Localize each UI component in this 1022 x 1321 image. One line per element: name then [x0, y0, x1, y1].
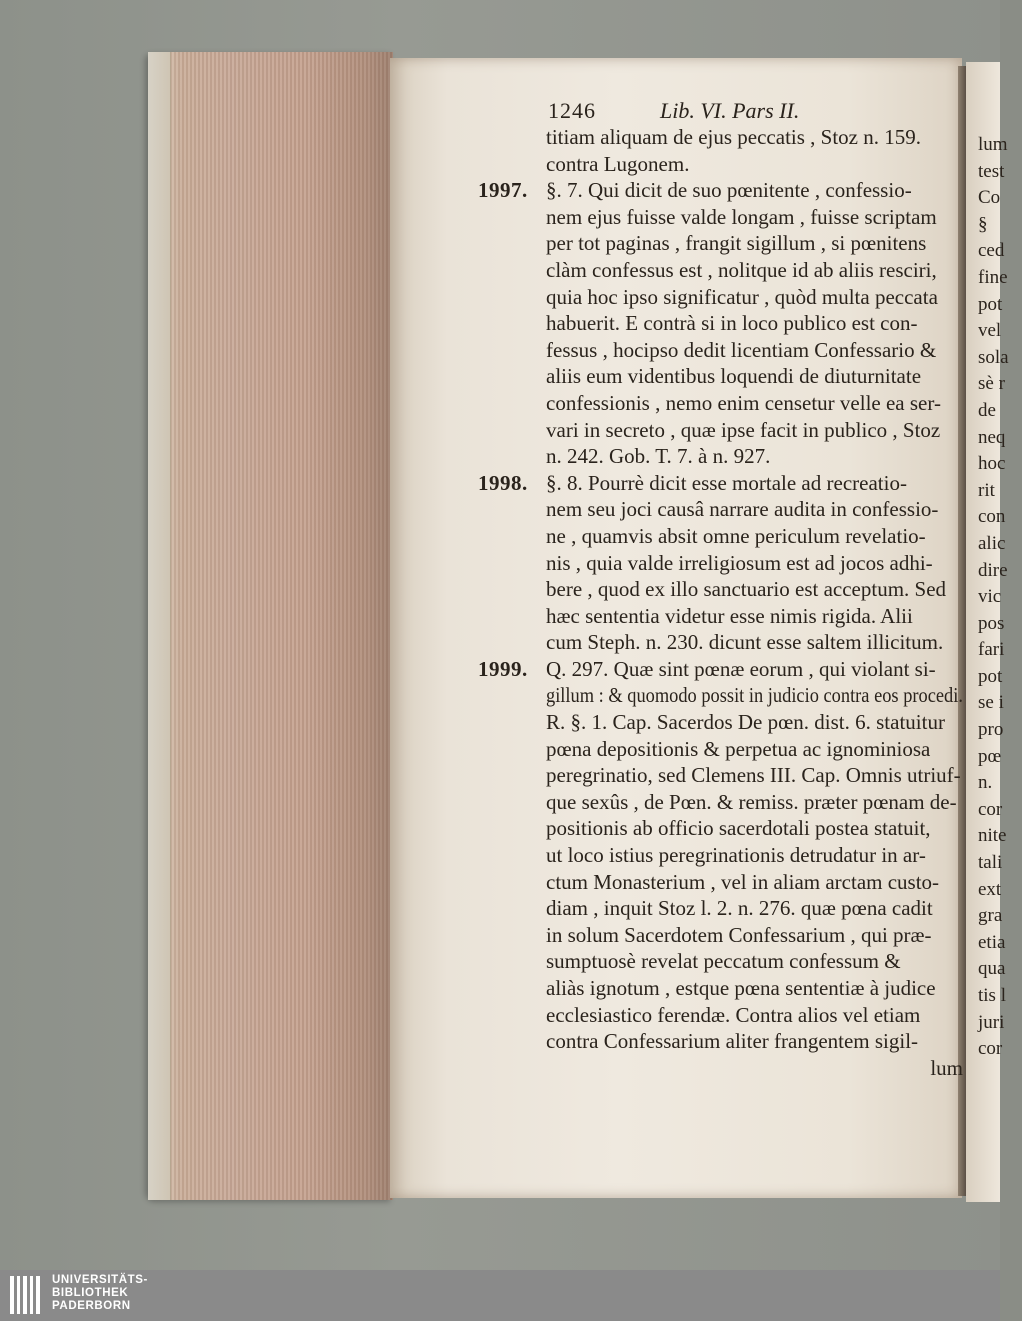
line-text: ctum Monasterium , vel in aliam arctam custo- [546, 869, 940, 894]
text-line [478, 842, 963, 869]
line-text: §. 8. Pourrè dicit esse mortale ad recreatio- [546, 470, 907, 495]
text-line [478, 895, 963, 922]
facing-page-fragment-text: § [978, 213, 988, 235]
facing-page-fragment-text: pro [978, 719, 1004, 741]
page-header [548, 98, 963, 124]
line-text: fessus , hocipso dedit licentiam Confessario & [546, 337, 937, 362]
line-text: aliis eum videntibus loquendi de diuturnitate [546, 364, 922, 389]
facing-page-fragment-text: neq [978, 426, 1006, 448]
facing-page-fragment-text: alic [978, 532, 1006, 554]
facing-page-fragment-text: qua [978, 958, 1006, 980]
facing-page-fragment-text: de [978, 399, 996, 421]
text-lines [478, 124, 963, 1055]
text-line [478, 789, 963, 816]
text-line [478, 922, 963, 949]
line-text: contra Lugonem. [546, 151, 690, 176]
page-number: 1246 [548, 98, 596, 123]
library-name-line: BIBLIOTHEK [52, 1287, 129, 1299]
running-title: Lib. VI. Pars II. [660, 98, 800, 123]
line-text: sumptuosè revelat peccatum confessum & [546, 949, 901, 974]
text-line [478, 762, 963, 789]
facing-page-fragment-text: cor [978, 798, 1003, 820]
facing-page-fragment-text: n. [978, 772, 993, 794]
facing-page-fragment-text: se i [978, 692, 1004, 714]
text-line [478, 1002, 963, 1029]
text-line [478, 470, 963, 497]
text-line [478, 230, 963, 257]
facing-page-fragment-text: ext [978, 878, 1002, 900]
text-line [478, 390, 963, 417]
line-text: per tot paginas , frangit sigillum , si pœnitens [546, 231, 927, 256]
text-line [478, 576, 963, 603]
book-fore-edge [148, 52, 393, 1200]
text-line [478, 151, 963, 178]
facing-page-lines [966, 132, 1009, 1063]
facing-page-fragment-text: juri [978, 1011, 1005, 1033]
facing-page-fragment-text: pos [978, 612, 1005, 634]
line-text: in solum Sacerdotem Confessarium , qui præ- [546, 922, 932, 947]
text-line [478, 443, 963, 470]
text-line [478, 682, 963, 709]
line-text: nem seu joci causâ narrare audita in confessio- [546, 497, 939, 522]
line-text: n. 242. Gob. T. 7. à n. 927. [546, 444, 771, 469]
library-logo-icon [10, 1276, 40, 1314]
facing-page-fragment-text: test [978, 160, 1005, 182]
line-text: diam , inquit Stoz l. 2. n. 276. quæ pœna cadit [546, 896, 933, 921]
line-text: cum Steph. n. 230. dicunt esse saltem illicitum. [546, 630, 944, 655]
text-line [478, 257, 963, 284]
line-text: habuerit. E contrà si in loco publico est con- [546, 311, 918, 336]
facing-page-fragment-text: fari [978, 639, 1005, 661]
facing-page-fragment-text: fine [978, 266, 1008, 288]
line-text: ne , quamvis absit omne periculum revelatio- [546, 523, 926, 548]
paragraph-number: 1999. [478, 656, 528, 681]
facing-page-fragment-text: ced [978, 240, 1005, 262]
line-text: vari in secreto , quæ ipse facit in publico , Stoz [546, 417, 941, 442]
text-line [478, 417, 963, 444]
facing-page-fragment-text: sola [978, 346, 1009, 368]
text-line [478, 815, 963, 842]
text-line [478, 337, 963, 364]
line-text: nis , quia valde irreligiosum est ad jocos adhi- [546, 550, 933, 575]
text-line [478, 124, 963, 151]
line-text: hæc sententia videtur esse nimis rigida. Alii [546, 603, 913, 628]
library-name-line: UNIVERSITÄTS- [52, 1274, 148, 1286]
page-text [478, 98, 963, 1081]
facing-page-fragment-text: nite [978, 825, 1007, 847]
text-line [478, 1028, 963, 1055]
line-text: titiam aliquam de ejus peccatis , Stoz n. 159. [546, 125, 921, 149]
line-text: §. 7. Qui dicit de suo pœnitente , confessio- [546, 178, 912, 203]
text-line [478, 656, 963, 683]
line-text: nem ejus fuisse valde longam , fuisse scriptam [546, 204, 937, 229]
text-line [478, 177, 963, 204]
line-text: peregrinatio, sed Clemens III. Cap. Omnis utriuf- [546, 763, 961, 788]
line-text: aliàs ignotum , estque pœna sententiæ à judice [546, 976, 936, 1000]
facing-page-fragment-text: rit [978, 479, 995, 501]
text-line [478, 736, 963, 763]
line-text: que sexûs , de Pœn. & remiss. præter pœnam de- [546, 789, 957, 814]
facing-page-fragment-text: lum [978, 134, 1008, 155]
line-text: positionis ab officio sacerdotali postea statuit, [546, 816, 931, 841]
line-text: quia hoc ipso significatur , quòd multa peccata [546, 284, 938, 309]
facing-page-fragment-text: tali [978, 852, 1003, 874]
text-line [478, 709, 963, 736]
text-line [478, 948, 963, 975]
line-text: clàm confessus est , nolitque id ab aliis resciri, [546, 257, 937, 282]
facing-page-fragment-text: pot [978, 665, 1003, 687]
line-text: gillum : & quomodo possit in judicio contra eos procedi. [546, 683, 963, 708]
facing-page-fragment [966, 62, 1009, 1202]
facing-page-fragment-text: con [978, 506, 1006, 528]
facing-page-fragment-text: vic [978, 586, 1002, 608]
line-text: Q. 297. Quæ sint pœnæ eorum , qui violant si- [546, 656, 936, 681]
facing-page-fragment-text: Co [978, 187, 1001, 209]
line-text: ecclesiastico ferendæ. Contra alios vel etiam [546, 1002, 921, 1027]
catchword-text: lum [930, 1055, 963, 1080]
facing-page-fragment-text: pœ [978, 745, 1002, 767]
facing-page-fragment-text: pot [978, 293, 1003, 315]
text-line [478, 975, 963, 1002]
library-name-line: PADERBORN [52, 1300, 131, 1312]
text-line [478, 284, 963, 311]
text-line [478, 629, 963, 656]
facing-page-fragment-text: tis l [978, 985, 1006, 1006]
paragraph-number: 1997. [478, 178, 528, 203]
text-line [478, 603, 963, 630]
facing-page-fragment-text: cor [978, 1038, 1003, 1060]
paragraph-number: 1998. [478, 470, 528, 495]
text-line [478, 869, 963, 896]
text-line [478, 363, 963, 390]
facing-page-fragment-text: sè r [978, 373, 1005, 395]
line-text: confessionis , nemo enim censetur velle ea ser- [546, 390, 941, 415]
line-text: R. §. 1. Cap. Sacerdos De pœn. dist. 6. statuitur [546, 710, 945, 735]
line-text: contra Confessarium aliter frangentem sigil- [546, 1029, 919, 1054]
book-cover-edge [148, 52, 171, 1200]
line-text: bere , quod ex illo sanctuario est acceptum. Sed [546, 577, 947, 602]
text-line [478, 310, 963, 337]
text-line [478, 204, 963, 231]
line-text: ut loco istius peregrinationis detrudatur in ar- [546, 843, 926, 868]
catchword [478, 1055, 963, 1082]
facing-page-fragment-text: gra [978, 905, 1003, 927]
library-name [52, 1274, 148, 1313]
facing-page-fragment-text: dire [978, 559, 1008, 581]
line-text: pœna depositionis & perpetua ac ignominiosa [546, 736, 931, 761]
text-line [478, 523, 963, 550]
facing-page-fragment-text: vel [978, 320, 1002, 342]
text-line [478, 496, 963, 523]
library-footer [0, 1270, 1000, 1321]
text-line [478, 550, 963, 577]
edge-shade [308, 52, 393, 1200]
facing-page-fragment-text: etia [978, 931, 1006, 953]
facing-page-fragment-text: hoc [978, 453, 1006, 475]
